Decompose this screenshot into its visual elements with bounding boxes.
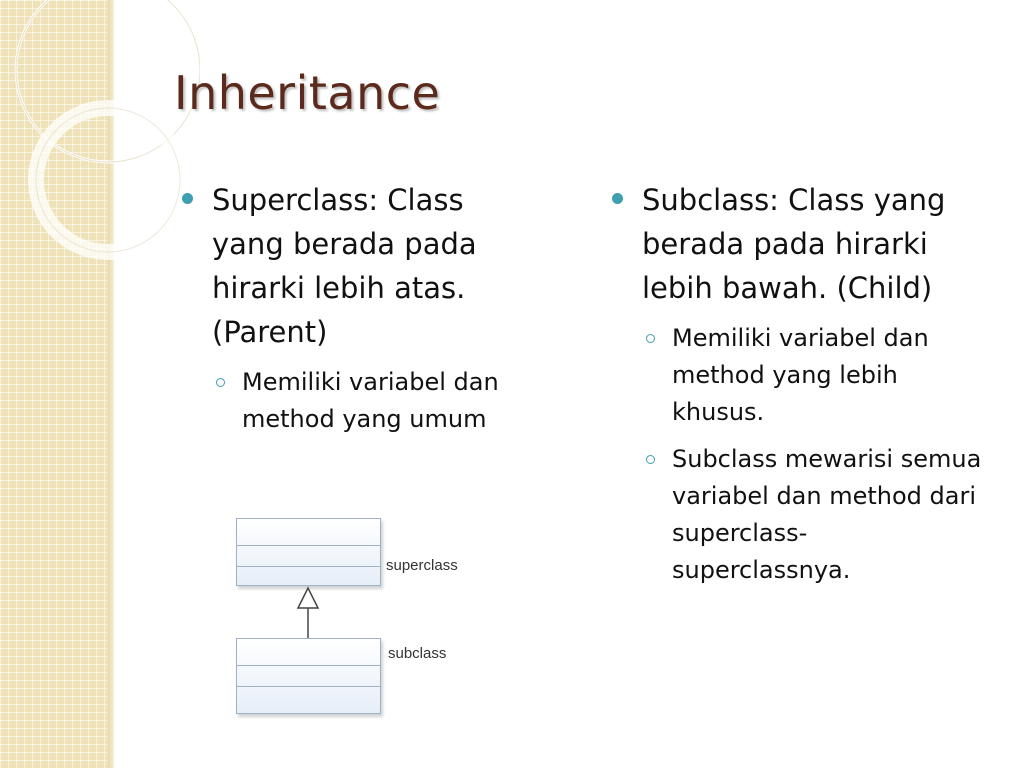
subclass-label: subclass <box>388 645 447 662</box>
subclass-sub-bullet-2 <box>612 441 982 589</box>
bullet-ring-icon <box>646 334 655 343</box>
decorative-circles <box>0 0 200 260</box>
subclass-sub-bullet-1 <box>612 320 982 431</box>
superclass-name-section <box>237 519 380 546</box>
subclass-bullet-text: Subclass: Class yang berada pada hirarki lebih bawah. (Child) <box>642 183 946 305</box>
superclass-bullet <box>182 178 542 354</box>
right-column <box>612 178 982 599</box>
subclass-methods-section <box>237 687 380 713</box>
bullet-ring-icon <box>646 455 655 464</box>
subclass-box <box>236 638 381 714</box>
superclass-label: superclass <box>386 557 458 574</box>
uml-inheritance-diagram <box>230 512 490 722</box>
superclass-box <box>236 518 381 586</box>
bullet-dot-icon <box>612 193 623 204</box>
bullet-ring-icon <box>216 378 225 387</box>
bullet-dot-icon <box>182 193 193 204</box>
superclass-attributes-section <box>237 546 380 567</box>
subclass-name-section <box>237 639 380 666</box>
subclass-bullet <box>612 178 982 310</box>
superclass-sub-bullet-text: Memiliki variabel dan method yang umum <box>242 368 499 433</box>
left-column <box>182 178 542 448</box>
slide-title: Inheritance <box>174 66 441 120</box>
subclass-sub-bullet-1-text: Memiliki variabel dan method yang lebih khusus. <box>672 324 929 426</box>
superclass-bullet-text: Superclass: Class yang berada pada hirarki lebih atas. (Parent) <box>212 183 477 349</box>
superclass-methods-section <box>237 567 380 585</box>
subclass-attributes-section <box>237 666 380 687</box>
superclass-sub-bullet <box>182 364 542 438</box>
subclass-sub-bullet-2-text: Subclass mewarisi semua variabel dan method dari superclass-superclassnya. <box>672 445 982 584</box>
inheritance-arrow-icon <box>290 586 330 640</box>
